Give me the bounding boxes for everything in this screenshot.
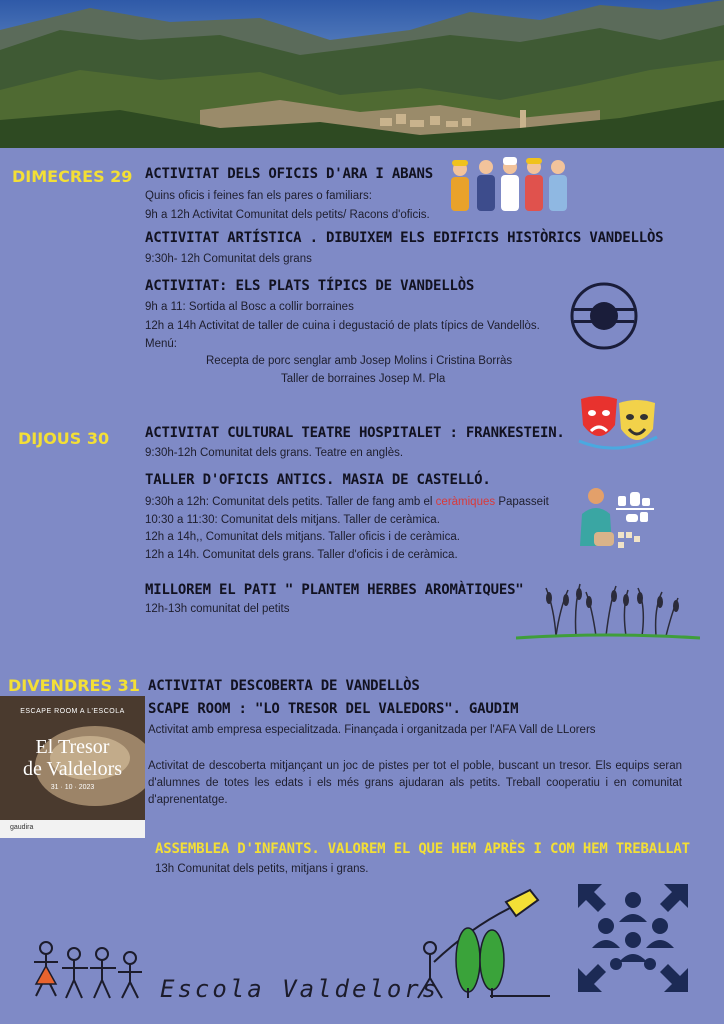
poster-footer: gaudira (10, 824, 34, 831)
activity-text: 12h-13h comunitat del petits (145, 603, 290, 615)
poster-title: El Tresor de Valdelors (22, 736, 123, 780)
activity-text: 13h Comunitat dels petits, mitjans i grans. (155, 863, 369, 875)
activity-text: 9:30h- 12h Comunitat dels grans (145, 253, 312, 265)
activity-title-theatre: ACTIVITAT CULTURAL TEATRE HOSPITALET : FRANKESTEIN. (145, 425, 565, 441)
escape-room-poster (0, 696, 145, 838)
herbs-icon (516, 578, 700, 646)
day-label-friday: DIVENDRES 31 (8, 676, 140, 695)
activity-title-discover: ACTIVITAT DESCOBERTA DE VANDELLÒS (148, 678, 420, 694)
activity-text: 9h a 11: Sortida al Bosc a collir borraines (145, 301, 354, 313)
menu-item: Recepta de porc senglar amb Josep Molins i Cristina Borràs (206, 355, 513, 367)
poster-date: 31 · 10 · 2023 (50, 784, 95, 791)
activity-title-garden: MILLOREM EL PATI " PLANTEM HERBES AROMÀTIQUES" (145, 582, 524, 598)
activity-text: Menú: (145, 338, 177, 350)
theatre-masks-icon (577, 391, 659, 461)
cutlery-plate-icon (570, 282, 638, 354)
activity-title-ceramics: TALLER D'OFICIS ANTICS. MASIA DE CASTELLÓ. (145, 472, 491, 488)
activity-title-trades: ACTIVITAT DELS OFICIS D'ARA I ABANS (145, 166, 434, 182)
activity-title-dishes: ACTIVITAT: ELS PLATS TÍPICS DE VANDELLÒS (145, 278, 475, 294)
activity-text: 12h a 14h,, Comunitat dels mitjans. Taller oficis i de ceràmica. (145, 531, 460, 543)
activity-text: 12h a 14h. Comunitat dels grans. Taller d'oficis i de ceràmica. (145, 549, 458, 561)
school-name: Escola Valdelors (160, 975, 440, 1003)
activity-title-art: ACTIVITAT ARTÍSTICA . DIBUIXEM ELS EDIFICIS HISTÒRICS VANDELLÒS (145, 230, 664, 246)
menu-item: Taller de borraines Josep M. Pla (281, 373, 446, 385)
group-meeting-icon (572, 878, 694, 1002)
header-landscape-photo (0, 0, 724, 148)
activity-text: 9:30h-12h Comunitat dels grans. Teatre en anglès. (145, 447, 404, 459)
poster-top-text: ESCAPE ROOM A L'ESCOLA (20, 708, 125, 715)
activity-title-assembly: ASSEMBLEA D'INFANTS. VALOREM EL QUE HEM APRÈS I COM HEM TREBALLAT (155, 841, 690, 857)
activity-description: Activitat de descoberta mitjançant un joc de pistes per tot el poble, buscant un tresor. Els equips seran d'alumnes de totes les edats i els més grans ajudaran als petits. Treball cooperatiu i en comunitat d'aprenentatge. (148, 760, 682, 806)
activity-text: 10:30 a 11:30: Comunitat dels mitjans. Taller de ceràmica. (145, 514, 440, 526)
professions-icon (448, 155, 580, 221)
day-label-thursday: DIJOUS 30 (18, 429, 110, 448)
activity-title-escape-room: SCAPE ROOM : "LO TRESOR DEL VALEDORS". GAUDIM (148, 701, 519, 717)
potter-icon (574, 484, 658, 566)
activity-text: 9:30h a 12h: Comunitat dels petits. Taller de fang amb el ceràmiques Papasseit (145, 496, 549, 508)
day-label-wednesday: DIMECRES 29 (12, 167, 133, 186)
activity-text: Quins oficis i feines fan els pares o familiars: (145, 190, 372, 202)
activity-text: 9h a 12h Activitat Comunitat dels petits/ Racons d'oficis. (145, 209, 430, 221)
activity-text: 12h a 14h Activitat de taller de cuina i degustació de plats típics de Vandellòs. (145, 320, 540, 332)
activity-text: Activitat amb empresa especialitzada. Finançada i organitzada per l'AFA Vall de LLorers (148, 724, 596, 736)
